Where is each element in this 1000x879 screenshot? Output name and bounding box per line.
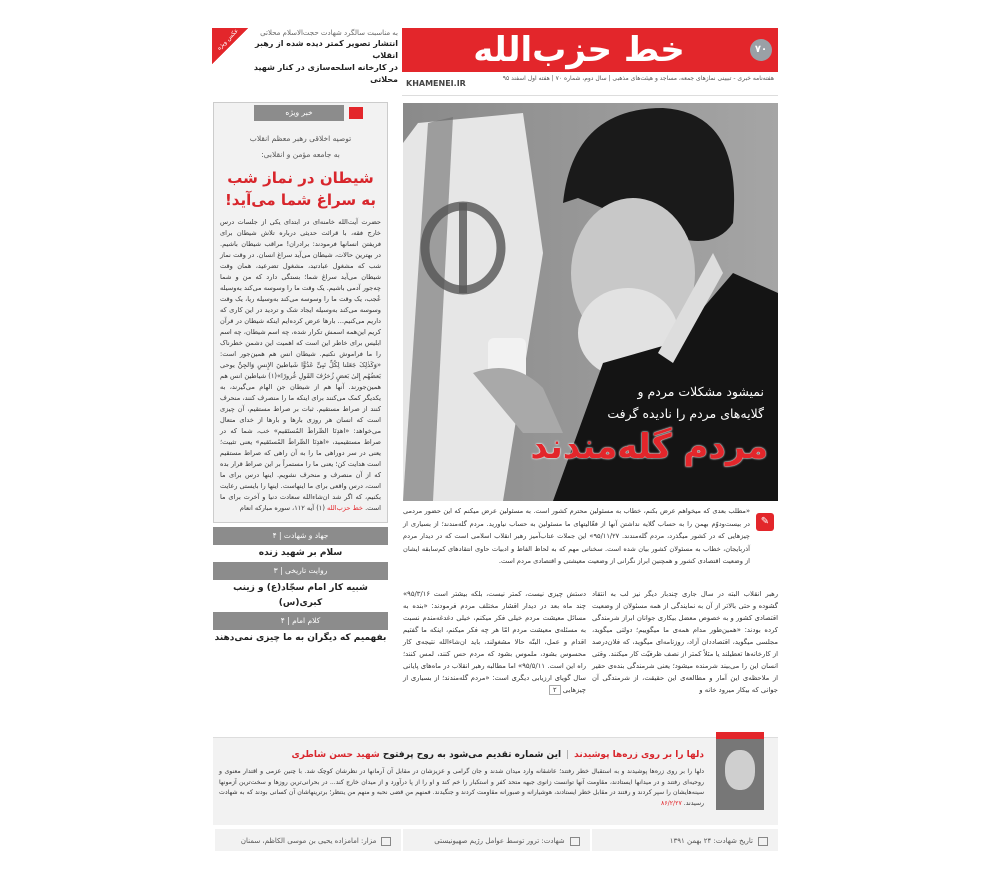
newspaper-logo: خط حزب‌الله [473,30,685,70]
story-subhead [607,381,764,425]
section-header-history[interactable]: روایت تاریخی | ۳ [213,562,388,580]
kicker-line2: به جامعه مؤمن و انقلابی: [261,150,340,159]
news-box-kicker [220,131,381,163]
section-title-history[interactable]: شبیه کار امام سجّاد(ع) و زینب کبری(س) [233,583,368,608]
special-photo-ribbon [212,28,248,64]
issue-number-badge: ۷۰ [750,39,772,61]
grave-icon [381,837,391,846]
publication-info: هفته‌نامه خبری - تبیینی نمازهای جمعه، مساجد و هیئت‌های مذهبی | سال دوم، شماره ۷۰ | هفته اول اسفند ۹۵ [502,75,774,82]
martyr-quote: دلها را بر روی زره‌ها پوشیدند و به استقبال خطر رفتند؛ عاشقانه وارد میدان شدند و جان گرامی و عزیزشان در مقابل آن آرمانها در نظرشان کوچک شد. با چنین عزمی و اقتدار معنوی و روحیه‌ای رفتند و در میدانها ایستادند، مقاومت آنها توانست زانوی جبهه متحد کفر و استکبار را خم کند و او را از پا درآورد و از میدان خارج کند... در بحرانی‌ترین روزها و سخت‌ترین آزمونها سینه‌هایشان را سپر کردند و رفتند در مقابل خطر ایستادند، هوشیارانه و صبورانه مقاومت کردند و جنگیدند. فمنهم من قضی نحبه و منهم من ینتظر؛ برترینهاشان آن کسانی بودند که به شهادت رسیدند. ۸۶/۲/۲۷ [219,768,704,807]
body-text: حضرت آیت‌الله خامنه‌ای در ابتدای یکی از جلسات درس خارج فقه، با قرائت حدیثی درباره تلاش شیطان برای فریفتن انسانها فرمودند: برادران! مراقب شیطان باشیم. در بهترین حالات، شیطان می‌آید سراغ انسان. در وقت نماز شب که مشغول عبادتید، مشغول تضرعید، همان وقت شیطان می‌آید سراغ شما؛ بستگی دارد که من و شما چه‌جور آدمی باشیم. یک وقت ما را وسوسه می‌کند به‌وسیله عُجب، یک وقت ما را وسوسه می‌کند به‌وسیله ریا، یک وقت وسوسه می‌کند به‌وسیله ایجاد شک و تردید در این کاری که داریم می‌کنیم... بارها عرض کرده‌ایم اینکه شیطان در قرآن کریم این‌همه اسمش تکرار شده، چه اسم شیطان، چه اسم ابلیس برای خاطر این است که اهمیت این دشمن خطرناک را ما فراموش نکنیم. شیطان انس هم همین‌جور است: «وَکَذٰلِکَ جَعَلنا لِکُلِّ نَبِیٍّ عَدُوًّا شَیاطینَ الإِنسِ وَالجِنِّ یوحی بَعضُهُم إِلیٰ بَعضٍ زُخرُفَ القَولِ غُرورًا»(۱) شیاطین انس هم همین‌جورند. آنها هم از شیطان جن الهام می‌گیرند، به یکدیگر کمک می‌کنند برای اینکه ما را منصرف کنند، منحرف کنند از صراط مستقیم. ثبات بر صراط مستقیم، آن چیزی است که انسان هر روزی بارها و بارها از خدای متعال می‌خواهد: «اهدِنَا الصِّراطَ المُستَقیم» خب، شما که در صراط مستقیمید، «اهدِنَا الصِّراطَ المُستَقیم» یعنی تثبیت؛ یعنی در سر دوراهی ما را به آن راهی که صراط مستقیم است هدایت کن؛ یعنی ما را مستمراً بر این صراط قرار بده که از آن منصرف و منحرف نشویم. اینها درس برای ما است، درس واقعی برای ما اینهاست. اینها را بایستی رعایت بکنیم، که اگر شد ان‌شاءالله سعادت دنیا و آخرت برای ما است. [220,218,381,512]
continued-page-badge[interactable]: ۲ [549,685,561,695]
masthead [402,28,778,72]
footnote-source: خط حزب‌الله [327,504,363,512]
news-box-title[interactable] [220,167,381,211]
left-column [213,102,388,647]
news-box-toprow [220,105,381,121]
news-icon [347,105,365,121]
martyrdom-cause: شهادت: ترور توسط عوامل رژیم صهیونیستی [401,829,589,851]
teaser-title-line1: انتشار تصویر کمتر دیده شده از رهبر انقلاب [254,39,398,60]
teaser-supertitle: به مناسبت سالگرد شهادت حجت‌الاسلام محلاتی [260,29,398,37]
special-news-box [213,102,388,523]
masthead-metaline [402,72,778,96]
story-column-right: رهبر انقلاب البته در سال جاری چندبار دیگر نیز لب به انتقاد گشوده و حتی بالاتر از آن به نمایندگی از همه مسئولان از وضعیت اقتصادی کشور و به خصوص معضل بیکاری جوانان ابراز شرمندگی کرده بودند: «همین‌طور مدام همه‌ی ما میگوییم؛ دولتی میگوید، مجلسی میگوید، اقتصاددان آزاد، روزنامه‌ای میگوید، که فلان‌درصد از کارخانه‌ها تعطیلند یا مثلاً کمتر از نصف ظرفیّت کار میکنند. وقتی انسان این را می‌بیند شرمنده میشود؛ یعنی شرمندگی بنده‌ی حقیر از ملاحظه‌ی این آمار و مطالعه‌ی این حقیقت، از شرمندگی آن جوانی که بیکار میرود خانه و [592,590,778,694]
martyr-photo [716,732,764,810]
lead-paragraph [403,503,778,583]
section-title-imam[interactable]: بفهمیم که دیگران به ما چیزی نمی‌دهند [214,633,387,643]
martyr-name: شهید حسن شاطری [291,750,380,760]
news-box-header: خبر ویژه [254,105,344,121]
story-column-left: دستش چیزی نیست، کمتر نیست، بلکه بیشتر است ۹۵/۳/۱۶» چند ماه بعد در دیدار اقشار مختلف مردم فرمودند: «بنده به مسائل معیشت مردم خیلی فکر میکنم، خیلی دغدغه‌مندم نسبت به مسئله‌ی معیشت مردم امّا هر چه فکر میکنم، اینکه ما گفتیم اقدام و عمل، البتّه حالا مشغولند، باید ان‌شاءالله نتیجه‌ی کار محسوس بشود، ملموس بشود که مردم حس کنند، لمس کنند؛ راه این است. ۹۵/۵/۱۱» اما مطالبه رهبر انقلاب در ماه‌های پایانی سال گویای ارزیابی دیگری است: «مردم گله‌مندند؛ از بسیاری از چیزهایی ۲ [403,590,586,694]
martyrdom-date: تاریخ شهادت: ۲۴ بهمن ۱۳۹۱ [590,829,778,851]
news-box-body [220,217,381,514]
martyr-dedication-box [213,737,778,825]
subhead-line1: نمیشود مشکلات مردم و [637,384,764,399]
subhead-line2: گلایه‌های مردم را نادیده گرفت [607,406,764,421]
lead-text: «مطلب بعدی که میخواهم عرض بکنم، خطاب به مسئولین محترم کشور است. به مسئولین عرض میکنم که این حضور مردمی در بیست‌ودوّم بهمن را به حساب گلایه نداشتن آنها از فعّالیتهای ما مسئولین به حساب نیاورید. مردم گله‌مندند؛ از بسیاری از چیزهایی که در کشور میگذرد، مردم گله‌مندند. ۹۵/۱۱/۲۷» این جملات عتاب‌آمیز رهبر انقلاب اسلامی است که در دیدار مردم آذربایجان، خطاب به مسئولان کشور بیان شده است. سخنانی مهم که به لحاظ الفاظ و ادبیات حاوی انتقادهای کم‌سابقه ایشان از وضعیت اقتصادی کشور و همچنین ابراز نگرانی از وضعیت معیشتی و اقتصادی مردم است. [403,507,750,565]
martyr-info-footer [213,827,778,851]
quote-pen-icon: ✎ [756,513,774,531]
martyr-burial-place: مزار: امامزاده یحیی بن موسی الکاظم، سمنان [213,829,401,851]
section-title-jihad[interactable]: سلام بر شهید زنده [258,548,343,558]
section-header-jihad[interactable]: جهاد و شهادت | ۴ [213,527,388,545]
footnote: (۱) آیه ۱۱۲، سوره مبارکه انعام [239,504,325,512]
title-line2: به سراغ شما می‌آید! [224,191,377,209]
calendar-icon [758,837,768,846]
martyr-title: دلها را بر روی زره‌ها پوشیدند|این شماره تقدیم می‌شود به روح پرفتوح شهید حسن شاطری [291,750,704,760]
site-logo[interactable]: KHAMENEI.IR [406,79,466,88]
quote-date: ۸۶/۲/۲۷ [661,799,682,807]
main-headline[interactable]: مردم گله‌مندند [530,427,768,467]
teaser-title-line2: در کارخانه اسلحه‌سازی در کنار شهید محلاتی [253,63,398,84]
ribbon-label: عکس ویژه [215,27,240,52]
martyr-face [725,750,755,790]
gun-icon [570,837,580,846]
martyr-headline: دلها را بر روی زره‌ها پوشیدند [574,750,704,760]
section-header-imam[interactable]: کلام امام | ۴ [213,612,388,630]
dedication-text: این شماره تقدیم می‌شود به روح پرفتوح [382,750,562,760]
main-photo [403,103,778,501]
kicker-line1: توصیه اخلاقی رهبر معظم انقلاب [249,134,352,143]
special-photo-teaser[interactable] [250,28,398,86]
title-line1: شیطان در نماز شب [227,169,374,187]
